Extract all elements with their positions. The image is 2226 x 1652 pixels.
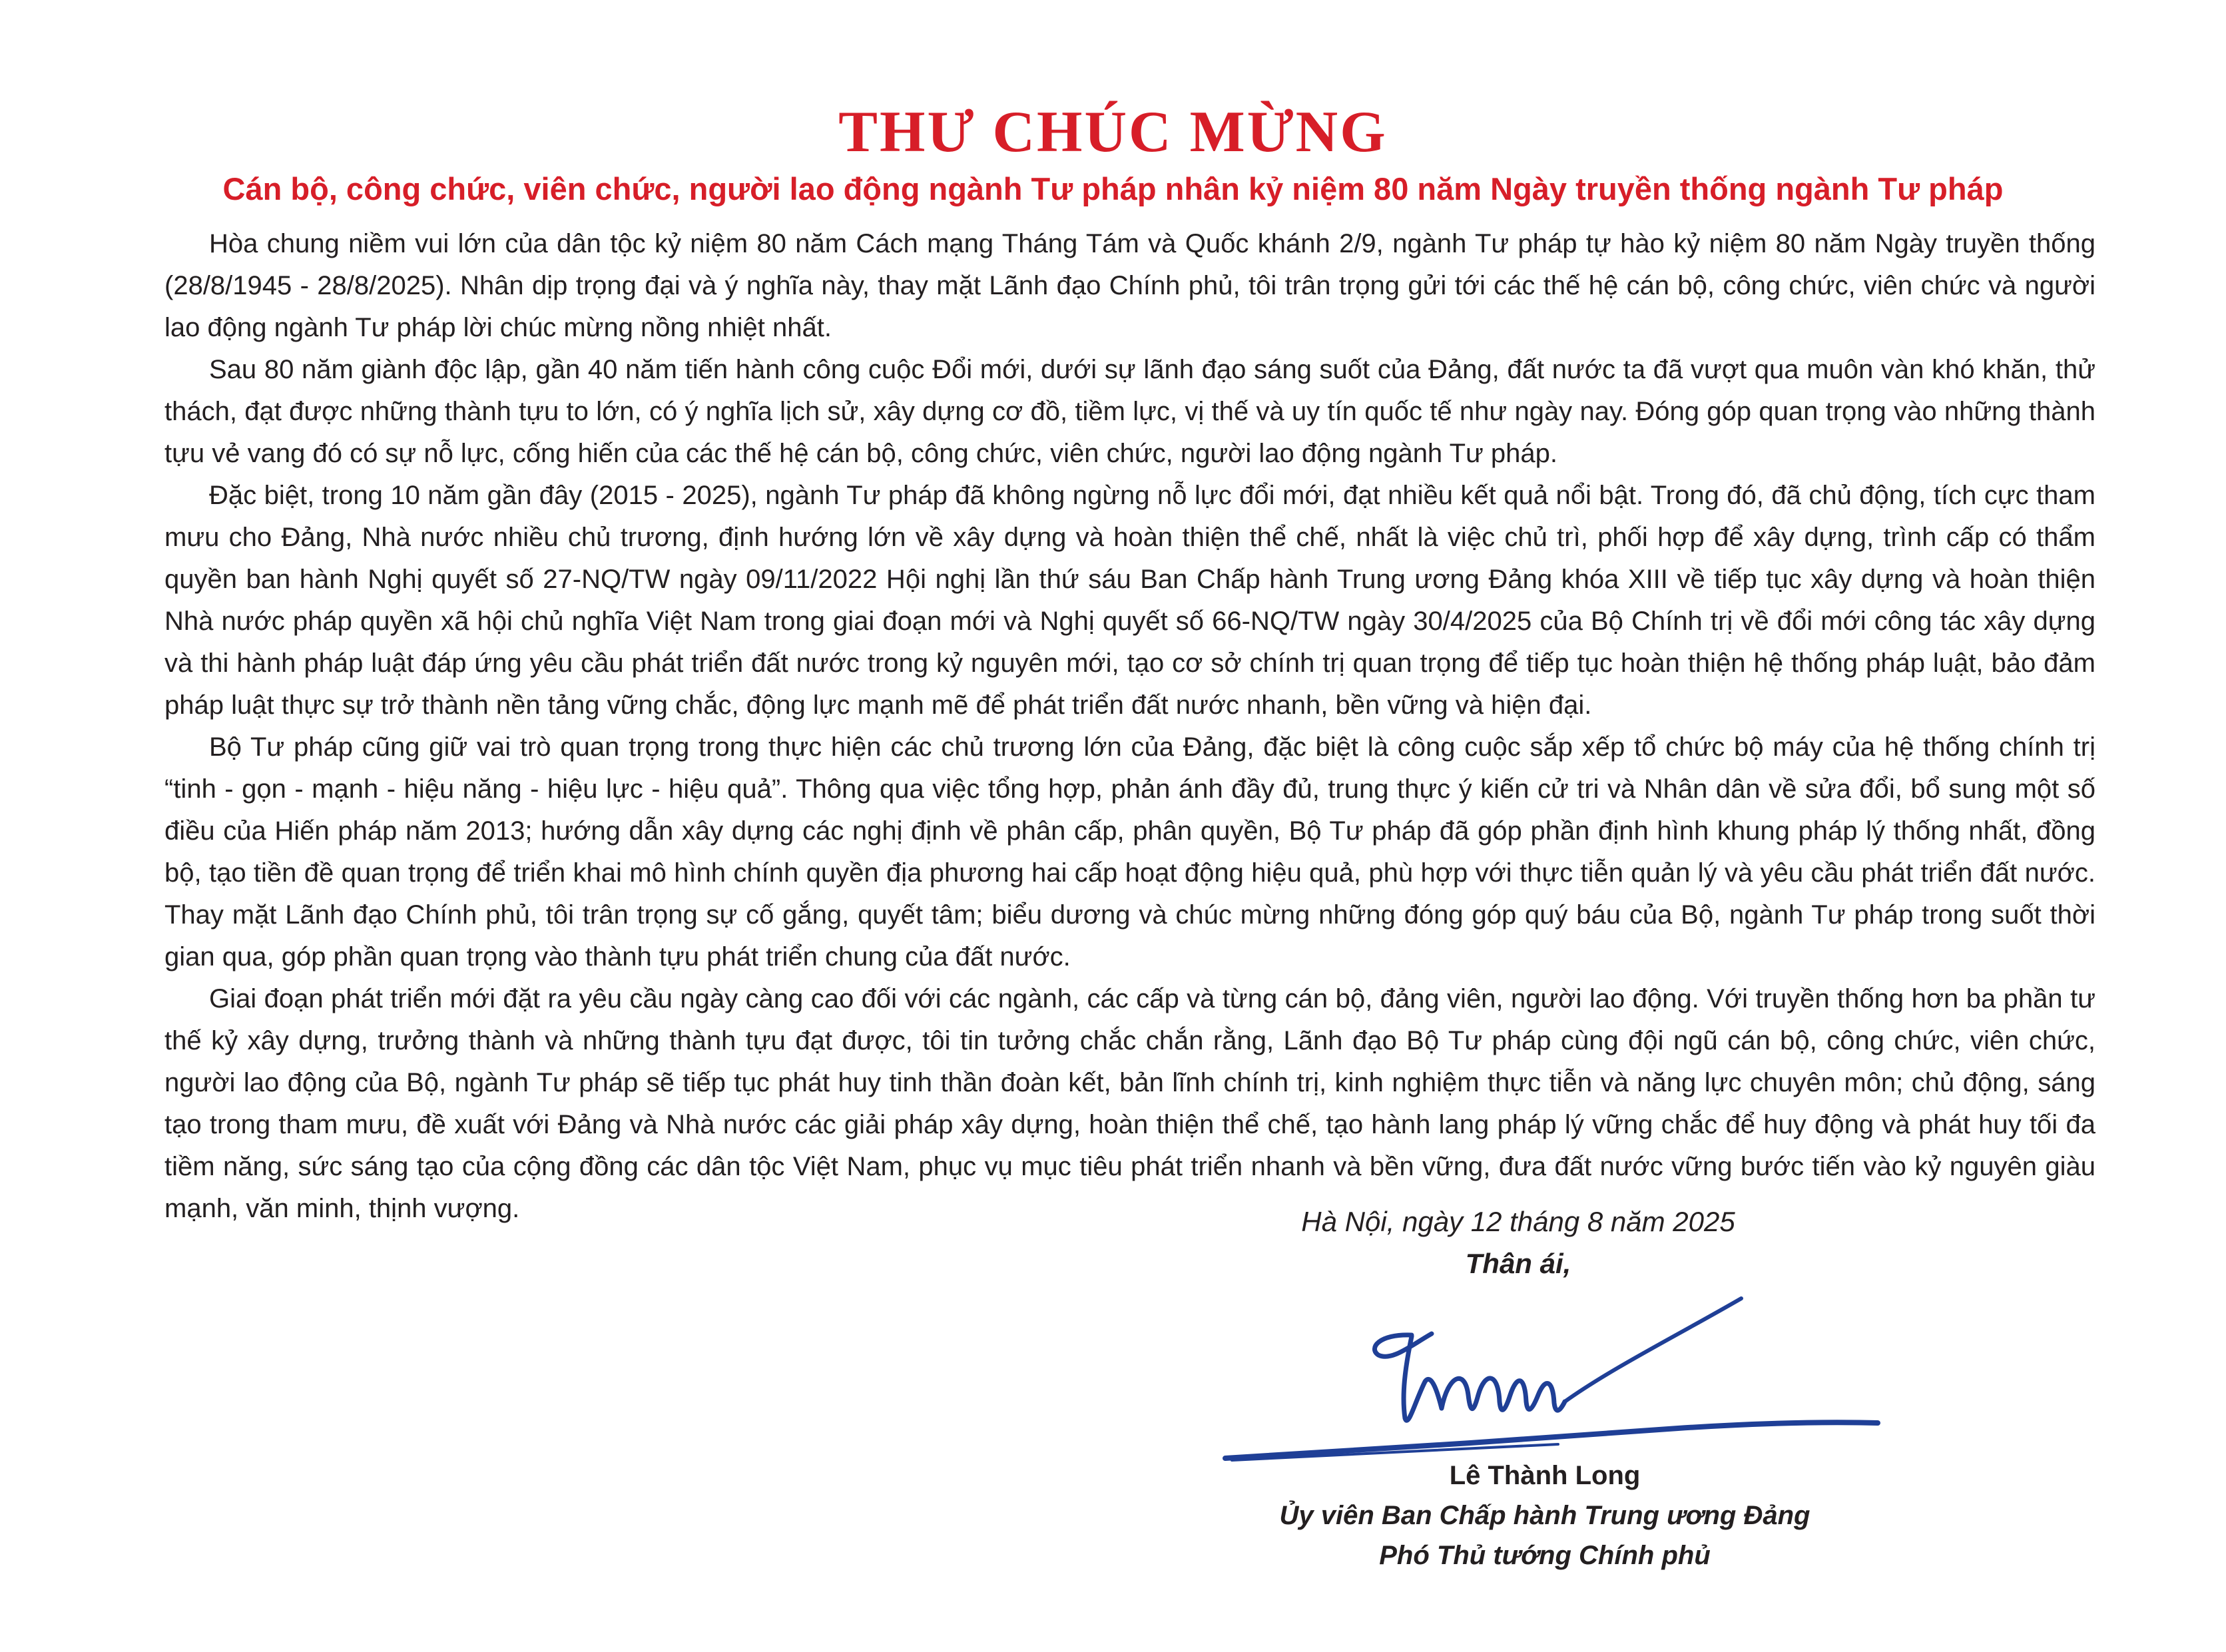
paragraph-2: Sau 80 năm giành độc lập, gần 40 năm tiến hành công cuộc Đổi mới, dưới sự lãnh đạo sáng suốt của Đảng, đất nước ta đã vượt qua muôn vàn khó khăn, thử thách, đạt được những thành tựu to lớn, có ý nghĩa lịch sử, xây dựng cơ đồ, tiềm lực, vị thế và uy tín quốc tế như ngày nay. Đóng góp quan trọng vào những thành tựu vẻ vang đó có sự nỗ lực, cống hiến của các thế hệ cán bộ, công chức, viên chức, người lao động ngành Tư pháp.: [164, 355, 2095, 468]
letter-body: [164, 223, 2095, 1230]
signature-icon: [1212, 1295, 1891, 1468]
paragraph-4: Bộ Tư pháp cũng giữ vai trò quan trọng trong thực hiện các chủ trương lớn của Đảng, đặc biệt là công cuộc sắp xếp tổ chức bộ máy của hệ thống chính trị “tinh - gọn - mạnh - hiệu năng - hiệu lực - hiệu quả”. Thông qua việc tổng hợp, phản ánh đầy đủ, trung thực ý kiến cử tri và Nhân dân về sửa đổi, bổ sung một số điều của Hiến pháp năm 2013; hướng dẫn xây dựng các nghị định về phân cấp, phân quyền, Bộ Tư pháp đã góp phần định hình khung pháp lý thống nhất, đồng bộ, tạo tiền đề quan trọng để triển khai mô hình chính quyền địa phương hai cấp hoạt động hiệu quả, phù hợp với thực tiễn quản lý và yêu cầu phát triển đất nước. Thay mặt Lãnh đạo Chính phủ, tôi trân trọng sự cố gắng, quyết tâm; biểu dương và chúc mừng những đóng góp quý báu của Bộ, ngành Tư pháp trong suốt thời gian qua, góp phần quan trọng vào thành tựu phát triển chung của đất nước.: [164, 732, 2095, 971]
signer-role-1: Ủy viên Ban Chấp hành Trung ương Đảng: [1279, 1501, 1810, 1530]
signer-name: Lê Thành Long: [1449, 1461, 1641, 1490]
date-line: Hà Nội, ngày 12 tháng 8 năm 2025: [1301, 1206, 1735, 1237]
paragraph-1: Hòa chung niềm vui lớn của dân tộc kỷ niệm 80 năm Cách mạng Tháng Tám và Quốc khánh 2/9, ngành Tư pháp tự hào kỷ niệm 80 năm Ngày truyền thống (28/8/1945 - 28/8/2025). Nhân dịp trọng đại và ý nghĩa này, thay mặt Lãnh đạo Chính phủ, tôi trân trọng gửi tới các thế hệ cán bộ, công chức, viên chức và người lao động ngành Tư pháp lời chúc mừng nồng nhiệt nhất.: [164, 229, 2095, 342]
letter-subtitle: Cán bộ, công chức, viên chức, người lao động ngành Tư pháp nhân kỷ niệm 80 năm Ngày truyền thống ngành Tư pháp: [222, 171, 2004, 206]
paragraph-3: Đặc biệt, trong 10 năm gần đây (2015 - 2025), ngành Tư pháp đã không ngừng nỗ lực đổi mới, đạt nhiều kết quả nổi bật. Trong đó, đã chủ động, tích cực tham mưu cho Đảng, Nhà nước nhiều chủ trương, định hướng lớn về xây dựng và hoàn thiện thể chế, nhất là việc chủ trì, phối hợp để xây dựng, trình cấp có thẩm quyền ban hành Nghị quyết số 27-NQ/TW ngày 09/11/2022 Hội nghị lần thứ sáu Ban Chấp hành Trung ương Đảng khóa XIII về tiếp tục xây dựng và hoàn thiện Nhà nước pháp quyền xã hội chủ nghĩa Việt Nam trong giai đoạn mới và Nghị quyết số 66-NQ/TW ngày 30/4/2025 của Bộ Chính trị về đổi mới công tác xây dựng và thi hành pháp luật đáp ứng yêu cầu phát triển đất nước trong kỷ nguyên mới, tạo cơ sở chính trị quan trọng để tiếp tục hoàn thiện hệ thống pháp luật, bảo đảm pháp luật thực sự trở thành nền tảng vững chắc, động lực mạnh mẽ để phát triển đất nước nhanh, bền vững và hiện đại.: [164, 481, 2095, 720]
signer-role-2: Phó Thủ tướng Chính phủ: [1379, 1541, 1711, 1570]
letter-title: THƯ CHÚC MỪNG: [838, 100, 1388, 164]
paragraph-5: Giai đoạn phát triển mới đặt ra yêu cầu ngày càng cao đối với các ngành, các cấp và từng cán bộ, đảng viên, người lao động. Với truyền thống hơn ba phần tư thế kỷ xây dựng, trưởng thành và những thành tựu đạt được, tôi tin tưởng chắc chắn rằng, Lãnh đạo Bộ Tư pháp cùng đội ngũ cán bộ, công chức, viên chức, người lao động của Bộ, ngành Tư pháp sẽ tiếp tục phát huy tinh thần đoàn kết, bản lĩnh chính trị, kinh nghiệm thực tiễn và năng lực chuyên môn; chủ động, sáng tạo trong tham mưu, đề xuất với Đảng và Nhà nước các giải pháp xây dựng, hoàn thiện thể chế, tạo hành lang pháp lý vững chắc để huy động và phát huy tối đa tiềm năng, sức sáng tạo của cộng đồng các dân tộc Việt Nam, phục vụ mục tiêu phát triển nhanh và bền vững, đưa đất nước vững bước tiến vào kỷ nguyên giàu mạnh, văn minh, thịnh vượng.: [164, 984, 2095, 1223]
closing-greeting: Thân ái,: [1465, 1248, 1571, 1279]
